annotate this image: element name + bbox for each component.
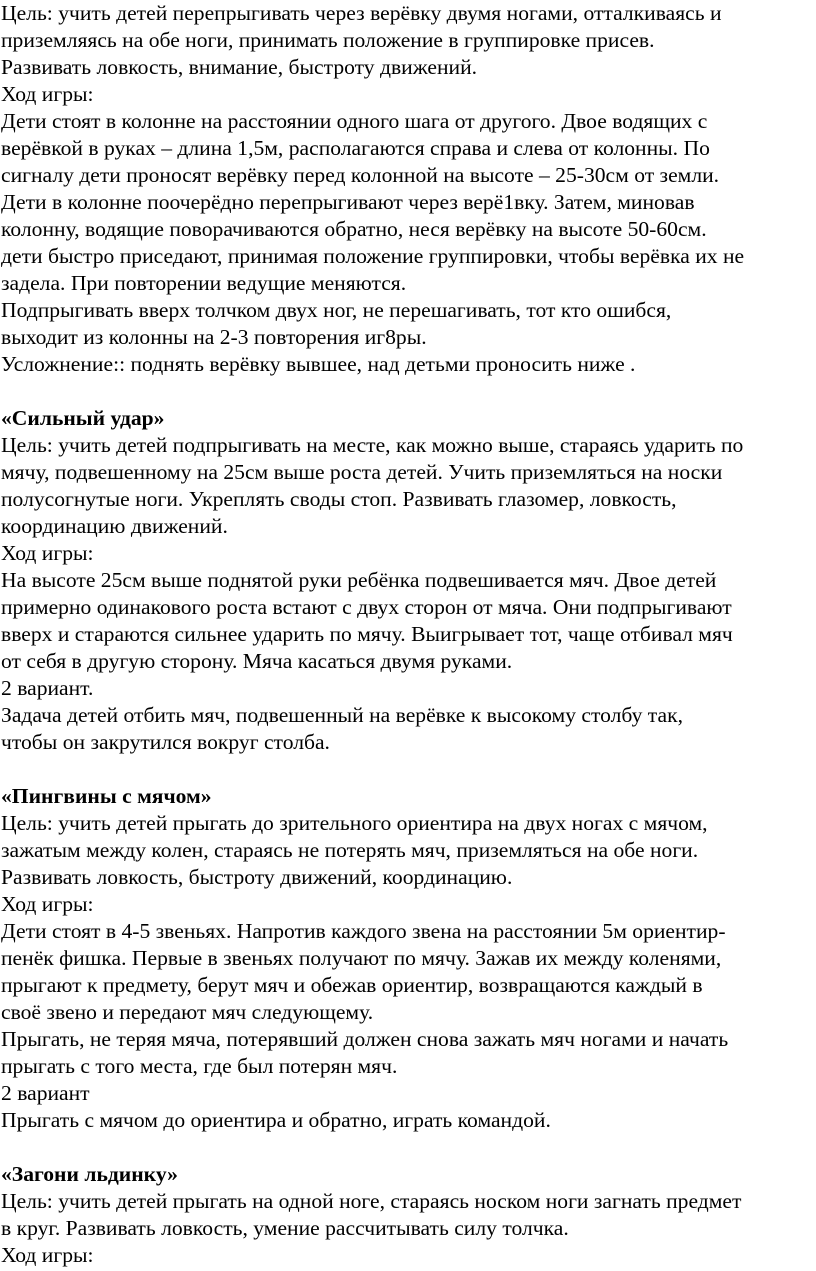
text-line: Цель: учить детей перепрыгивать через верёвку двумя ногами, отталкиваясь и bbox=[1, 1, 722, 25]
text-line: координацию движений. bbox=[1, 514, 228, 538]
text-line: в круг. Развивать ловкость, умение рассчитывать силу толчка. bbox=[1, 1216, 569, 1240]
text-line: Ход игры: bbox=[1, 1243, 94, 1267]
text-line: Прыгать с мячом до ориентира и обратно, играть командой. bbox=[1, 1108, 551, 1132]
section-title: «Сильный удар» bbox=[1, 406, 165, 430]
text-line: вверх и стараются сильнее ударить по мячу. Выигрывает тот, чаще отбивал мяч bbox=[1, 622, 733, 646]
text-line: Дети в колонне поочерёдно перепрыгивают через верё1вку. Затем, миновав bbox=[1, 190, 695, 214]
text-line: Усложнение:: поднять верёвку вывшее, над детьми проносить ниже . bbox=[1, 352, 636, 376]
section-spacer bbox=[1, 756, 815, 783]
text-line: Ход игры: bbox=[1, 82, 94, 106]
text-line: колонну, водящие поворачиваются обратно, неся верёвку на высоте 50-60см. bbox=[1, 217, 707, 241]
text-line: Цель: учить детей прыгать до зрительного ориентира на двух ногах с мячом, bbox=[1, 811, 708, 835]
section-spacer bbox=[1, 378, 815, 405]
text-line: Ход игры: bbox=[1, 892, 94, 916]
text-line: 2 вариант. bbox=[1, 676, 94, 700]
text-line: Дети стоят в колонне на расстоянии одного шага от другого. Двое водящих с bbox=[1, 109, 708, 133]
section-ice bbox=[1, 1161, 815, 1269]
text-line: от себя в другую сторону. Мяча касаться двумя руками. bbox=[1, 649, 513, 673]
section-title: «Загони льдинку» bbox=[1, 1162, 178, 1186]
text-line: дети быстро приседают, принимая положение группировки, чтобы верёвка их не bbox=[1, 244, 745, 268]
text-line: прыгать с того места, где был потерян мяч. bbox=[1, 1054, 398, 1078]
text-line: примерно одинакового роста встают с двух сторон от мяча. Они подпрыгивают bbox=[1, 595, 732, 619]
section-rope bbox=[1, 0, 815, 378]
text-line: Подпрыгивать вверх толчком двух ног, не перешагивать, тот кто ошибся, bbox=[1, 298, 672, 322]
section-penguins bbox=[1, 783, 815, 1134]
document-page bbox=[1, 0, 815, 1269]
text-line: сигналу дети проносят верёвку перед колонной на высоте – 25-30см от земли. bbox=[1, 163, 720, 187]
text-line: На высоте 25см выше поднятой руки ребёнка подвешивается мяч. Двое детей bbox=[1, 568, 717, 592]
section-title: «Пингвины с мячом» bbox=[1, 784, 212, 808]
text-line: Ход игры: bbox=[1, 541, 94, 565]
text-line: Дети стоят в 4-5 звеньях. Напротив каждого звена на расстоянии 5м ориентир- bbox=[1, 919, 726, 943]
text-line: зажатым между колен, стараясь не потерять мяч, приземляться на обе ноги. bbox=[1, 838, 699, 862]
text-line: Развивать ловкость, внимание, быстроту движений. bbox=[1, 55, 478, 79]
text-line: Прыгать, не теряя мяча, потерявший должен снова зажать мяч ногами и начать bbox=[1, 1027, 729, 1051]
text-line: 2 вариант bbox=[1, 1081, 90, 1105]
text-line: Цель: учить детей прыгать на одной ноге, стараясь носком ноги загнать предмет bbox=[1, 1189, 742, 1213]
text-line: Задача детей отбить мяч, подвешенный на верёвке к высокому столбу так, bbox=[1, 703, 683, 727]
text-line: полусогнутые ноги. Укреплять своды стоп. Развивать глазомер, ловкость, bbox=[1, 487, 677, 511]
section-strong-hit bbox=[1, 405, 815, 756]
text-line: чтобы он закрутился вокруг столба. bbox=[1, 730, 330, 754]
text-line: пенёк фишка. Первые в звеньях получают по мячу. Зажав их между коленями, bbox=[1, 946, 722, 970]
text-line: задела. При повторении ведущие меняются. bbox=[1, 271, 407, 295]
section-spacer bbox=[1, 1134, 815, 1161]
text-line: приземляясь на обе ноги, принимать положение в группировке присев. bbox=[1, 28, 655, 52]
text-line: прыгают к предмету, берут мяч и обежав ориентир, возвращаются каждый в bbox=[1, 973, 703, 997]
text-line: Развивать ловкость, быстроту движений, координацию. bbox=[1, 865, 513, 889]
text-line: мячу, подвешенному на 25см выше роста детей. Учить приземляться на носки bbox=[1, 460, 723, 484]
text-line: своё звено и передают мяч следующему. bbox=[1, 1000, 374, 1024]
text-line: верёвкой в руках – длина 1,5м, располагаются справа и слева от колонны. По bbox=[1, 136, 710, 160]
text-line: Цель: учить детей подпрыгивать на месте, как можно выше, стараясь ударить по bbox=[1, 433, 744, 457]
text-line: выходит из колонны на 2-3 повторения иг8ры. bbox=[1, 325, 427, 349]
